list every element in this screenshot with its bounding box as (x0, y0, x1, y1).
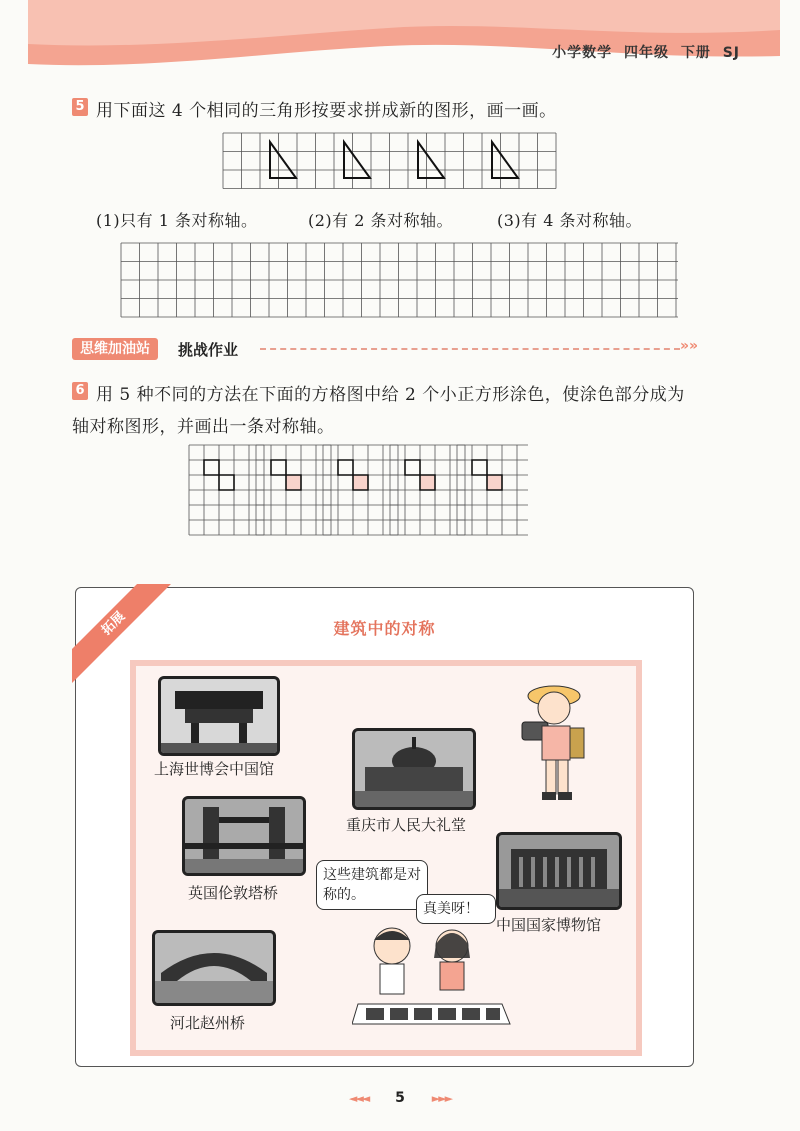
question-5-text: 用下面这 4 个相同的三角形按要求拼成新的图形，画一画。 (96, 101, 557, 121)
triangle-3 (418, 142, 444, 178)
triangle-grid (222, 132, 560, 194)
sub-question-1: (1)只有 1 条对称轴。 (96, 211, 258, 230)
sub-question-2: (2)有 2 条对称轴。 (308, 211, 454, 230)
question-5-number: 5 (72, 98, 88, 116)
section-badge: 思维加油站 (72, 338, 158, 360)
photo-chongqing-hall (352, 728, 476, 810)
photo-zhaozhou-bridge (152, 930, 276, 1006)
triangle-2 (344, 142, 370, 178)
coloring-grids[interactable] (188, 444, 528, 536)
triangle-4 (492, 142, 518, 178)
page-number: 5 (395, 1090, 405, 1106)
question-6-line1: 用 5 种不同的方法在下面的方格图中给 2 个小正方形涂色，使涂色部分成为 (96, 385, 685, 405)
header-text: 小学数学 四年级 下册 SJ (552, 45, 740, 61)
coloring-grid-2 (256, 445, 331, 535)
caption-china-pavilion: 上海世博会中国馆 (154, 760, 275, 778)
prev-arrows-icon: ◄◄◄ (348, 1092, 369, 1105)
answer-grid[interactable] (120, 242, 678, 320)
triangle-1 (270, 142, 296, 178)
photo-china-pavilion (158, 676, 280, 756)
sub-question-3: (3)有 4 条对称轴。 (497, 211, 643, 230)
section-header (72, 338, 698, 360)
extension-box (75, 587, 694, 1067)
caption-chongqing-hall: 重庆市人民大礼堂 (346, 816, 467, 834)
children-illustration (352, 918, 512, 1042)
speech-bubble-left: 这些建筑都是对称的。 (316, 860, 428, 910)
photographer-girl-illustration (508, 678, 598, 812)
page-footer (0, 1090, 800, 1106)
question-6-number: 6 (72, 382, 88, 400)
speech-bubble-right: 真美呀！ (416, 894, 496, 924)
next-arrows-icon: ►►► (431, 1092, 452, 1105)
extension-title: 建筑中的对称 (333, 619, 436, 638)
section-divider (260, 348, 680, 350)
caption-tower-bridge: 英国伦敦塔桥 (188, 884, 279, 902)
coloring-grid-4 (390, 445, 465, 535)
caption-zhaozhou-bridge: 河北赵州桥 (170, 1014, 246, 1032)
extension-ribbon: 拓展 (72, 584, 172, 684)
section-title: 挑战作业 (178, 341, 239, 359)
section-arrow-icon: »» (680, 338, 699, 354)
coloring-grid-1 (189, 445, 264, 535)
coloring-grid-5 (457, 445, 528, 535)
caption-national-museum: 中国国家博物馆 (496, 916, 602, 934)
photo-tower-bridge (182, 796, 306, 876)
question-6-line2: 轴对称图形，并画出一条对称轴。 (72, 417, 335, 437)
photo-national-museum (496, 832, 622, 910)
header-banner (28, 0, 780, 72)
coloring-grid-3 (323, 445, 398, 535)
